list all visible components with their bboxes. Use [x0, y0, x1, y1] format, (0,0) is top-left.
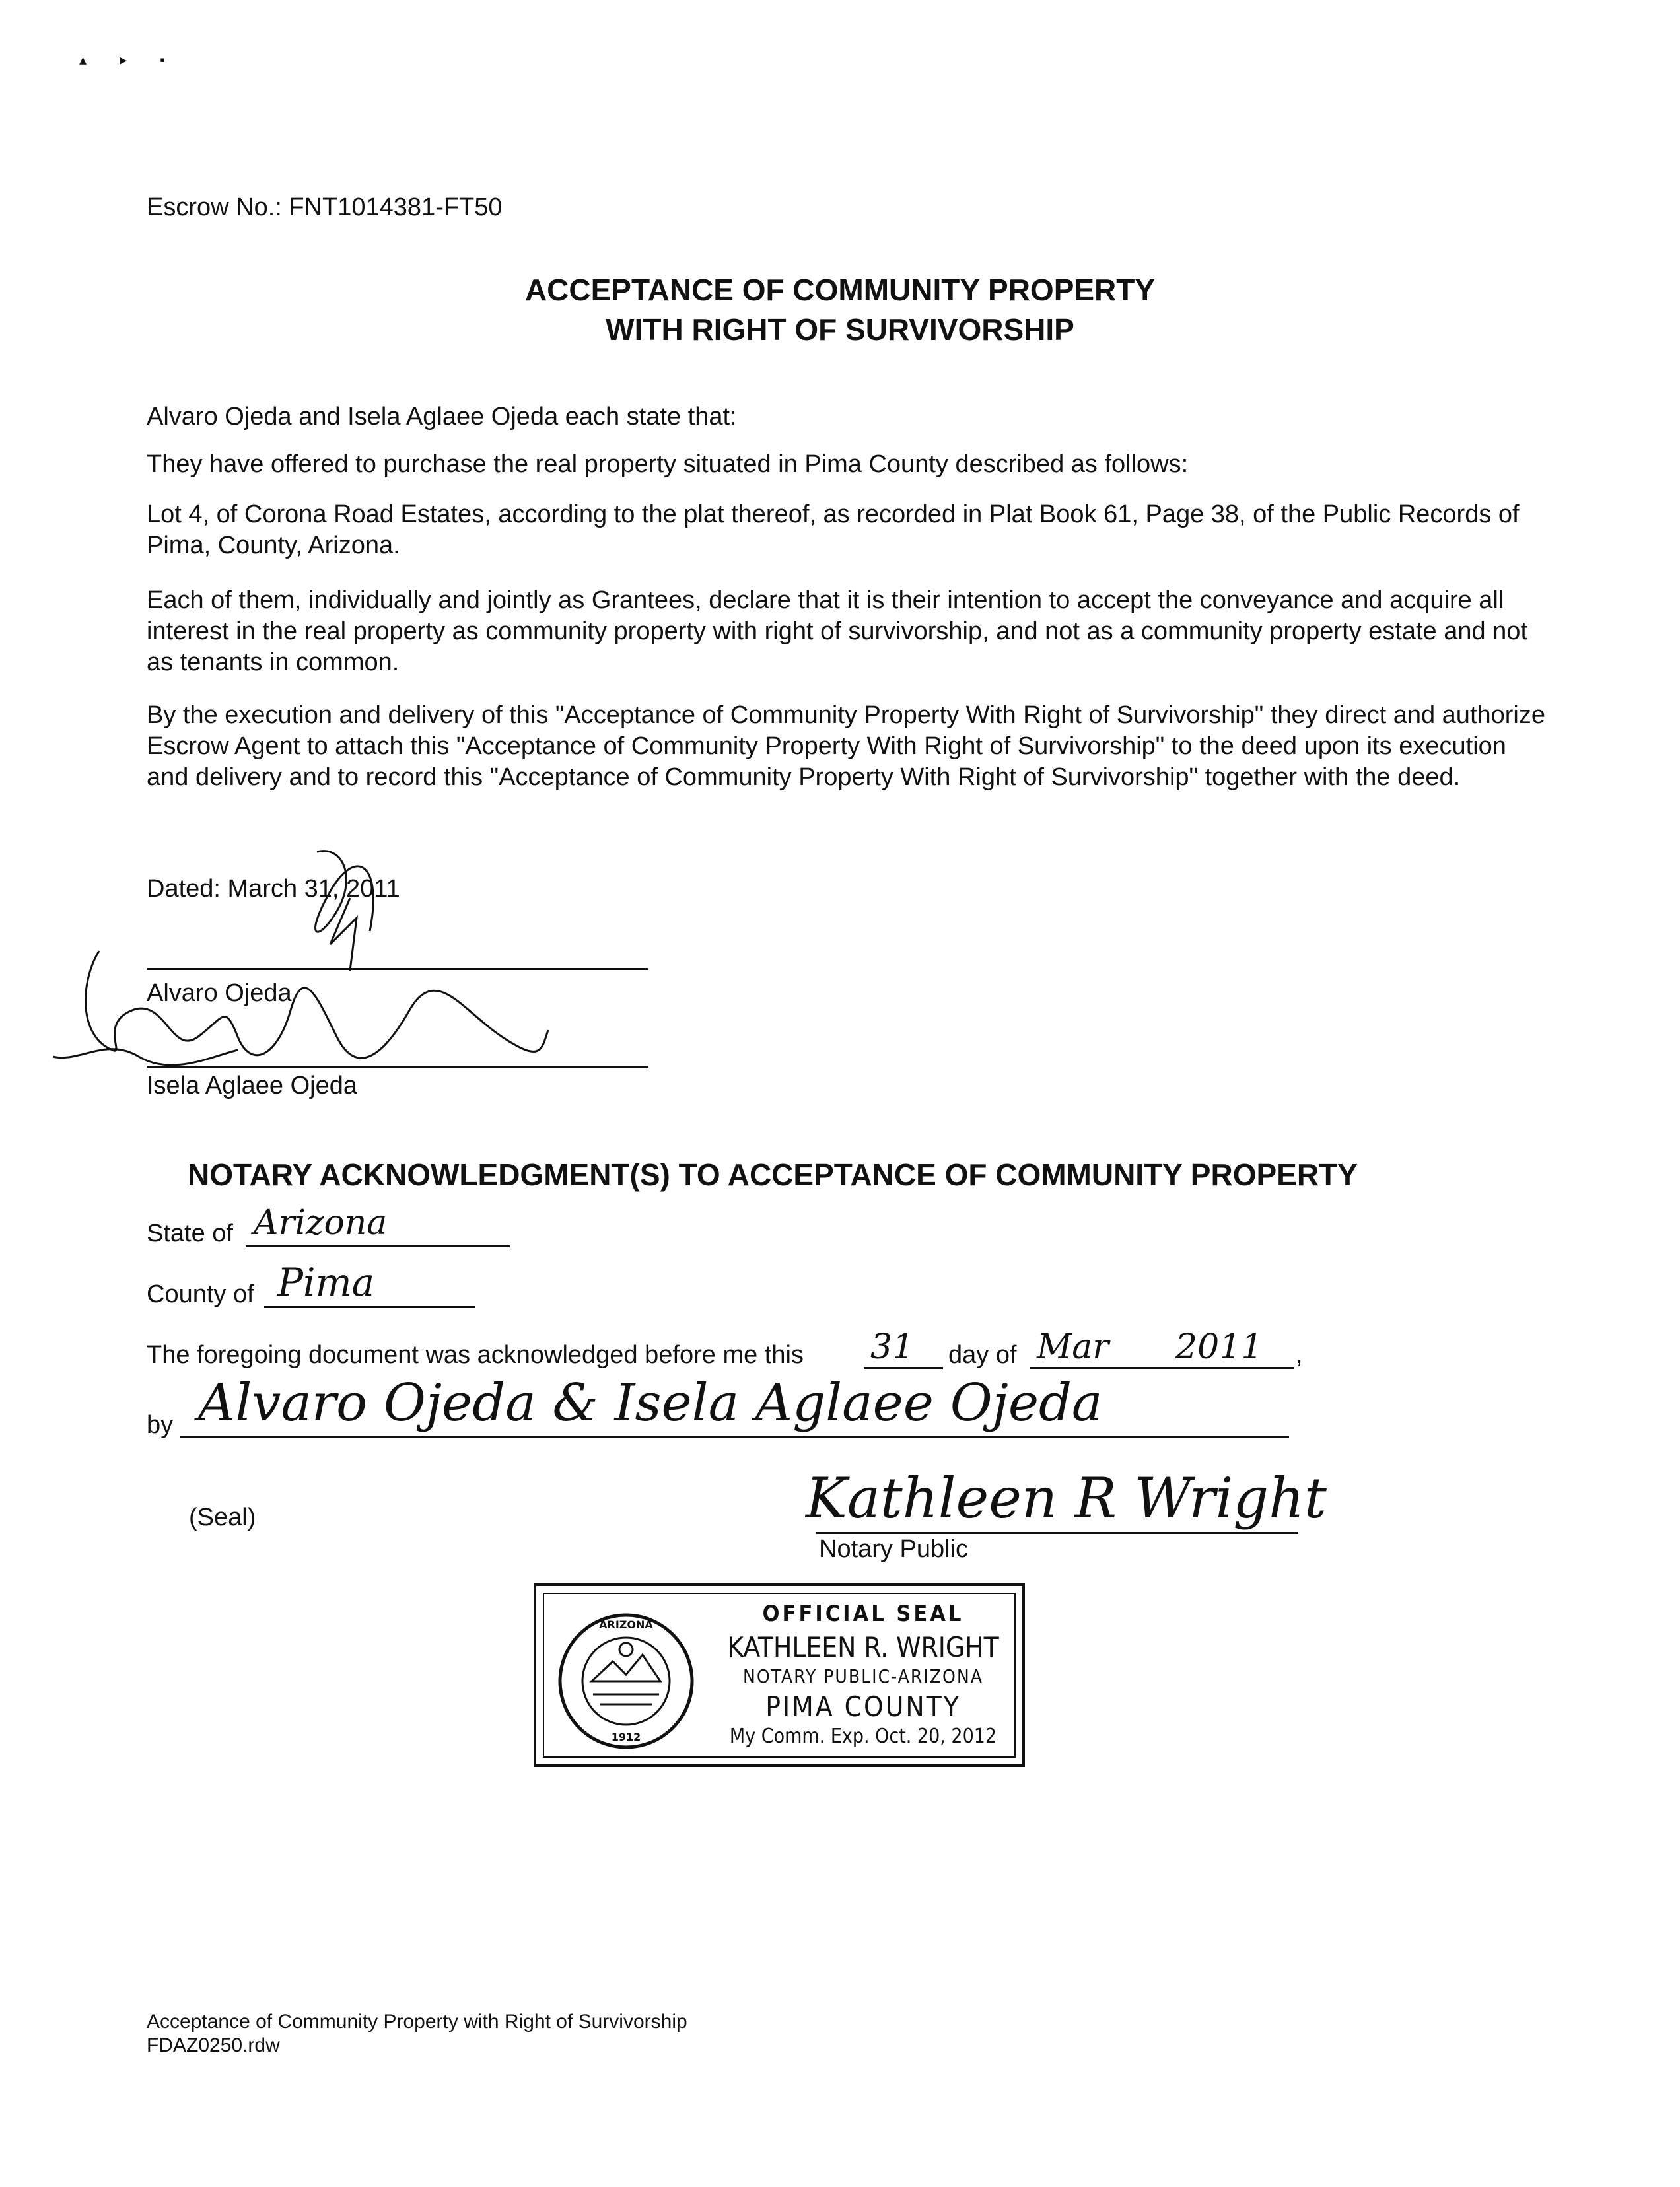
state-of-label: State of — [147, 1220, 233, 1247]
by-value: Alvaro Ojeda & Isela Aglaee Ojeda — [198, 1373, 1103, 1433]
signature-line-2 — [147, 1066, 648, 1068]
ack-day-label: day of — [948, 1341, 1017, 1369]
seal-county: PIMA COUNTY — [765, 1690, 961, 1723]
signature-line-1 — [147, 968, 648, 970]
ack-year-value: 2011 — [1175, 1327, 1263, 1367]
footer-form-code: FDAZ0250.rdw — [147, 2034, 280, 2056]
seal-commission-state: NOTARY PUBLIC-ARIZONA — [743, 1665, 983, 1687]
ack-comma: , — [1296, 1341, 1303, 1369]
seal-label: (Seal) — [189, 1504, 256, 1531]
state-seal-emblem-icon — [553, 1609, 699, 1754]
dated-label: Dated: — [147, 875, 221, 903]
svg-text:ARIZONA: ARIZONA — [599, 1618, 653, 1631]
county-of-line — [264, 1306, 475, 1308]
escrow-line — [147, 191, 503, 223]
ack-month-value: Mar — [1037, 1327, 1109, 1367]
state-of-line — [246, 1245, 510, 1247]
by-line — [180, 1436, 1289, 1438]
footer-form-title: Acceptance of Community Property with Right of Survivorship — [147, 2011, 687, 2032]
notary-title: NOTARY ACKNOWLEDGMENT(S) TO ACCEPTANCE OF COMMUNITY PROPERTY — [188, 1158, 1358, 1192]
paragraph-legal-description: Lot 4, of Corona Road Estates, according to the plat thereof, as recorded in Plat Book 61, Page 38, of the Public Records of Pima, County, Arizona. — [147, 501, 1520, 559]
by-label: by — [147, 1411, 174, 1439]
dated-value: March 31, 2011 — [227, 875, 400, 903]
ack-day-line — [864, 1367, 943, 1369]
signer-name-2: Isela Aglaee Ojeda — [147, 1072, 358, 1099]
seal-title: OFFICIAL SEAL — [762, 1601, 964, 1627]
document-title-line2: WITH RIGHT OF SURVIVORSHIP — [606, 312, 1074, 347]
ack-month-line — [1030, 1367, 1294, 1369]
state-of-value: Arizona — [254, 1203, 388, 1243]
paragraph-declaration: Each of them, individually and jointly as Grantees, declare that it is their intention to accept the conveyance and acquire all interest in the real property as community property with right of survivorship, and not as a community property estate and not as tenants in common. — [147, 586, 1528, 676]
county-of-value: Pima — [277, 1260, 375, 1305]
county-of-label: County of — [147, 1280, 254, 1308]
official-seal-stamp — [534, 1583, 1025, 1767]
seal-notary-name: KATHLEEN R. WRIGHT — [727, 1631, 999, 1663]
notary-signature: Kathleen R Wright — [806, 1466, 1327, 1531]
paragraph-authorization: By the execution and delivery of this "Acceptance of Community Property With Right of Survivorship" they direct and authorize Escrow Agent to attach this "Acceptance of Community Property With Right of Survivorship" to the deed upon its execution and delivery and to record this "Acceptance of Community Property With Right of Survivorship" together with the deed. — [147, 701, 1545, 791]
escrow-number: FNT1014381-FT50 — [289, 193, 503, 221]
ack-prefix: The foregoing document was acknowledged before me this — [147, 1341, 804, 1369]
scan-specks: ▴ ▸ ▪ — [79, 52, 180, 68]
paragraph-parties: Alvaro Ojeda and Isela Aglaee Ojeda each state that: — [147, 403, 737, 431]
escrow-label: Escrow No.: — [147, 193, 282, 221]
signer-name-1: Alvaro Ojeda — [147, 979, 292, 1007]
notary-public-label: Notary Public — [819, 1535, 968, 1563]
seal-commission-expiry: My Comm. Exp. Oct. 20, 2012 — [729, 1725, 997, 1748]
svg-text:1912: 1912 — [611, 1731, 641, 1743]
paragraph-offer: They have offered to purchase the real property situated in Pima County described as follows: — [147, 450, 1189, 478]
ack-day-value: 31 — [870, 1327, 915, 1367]
document-title-line1: ACCEPTANCE OF COMMUNITY PROPERTY — [524, 273, 1156, 307]
